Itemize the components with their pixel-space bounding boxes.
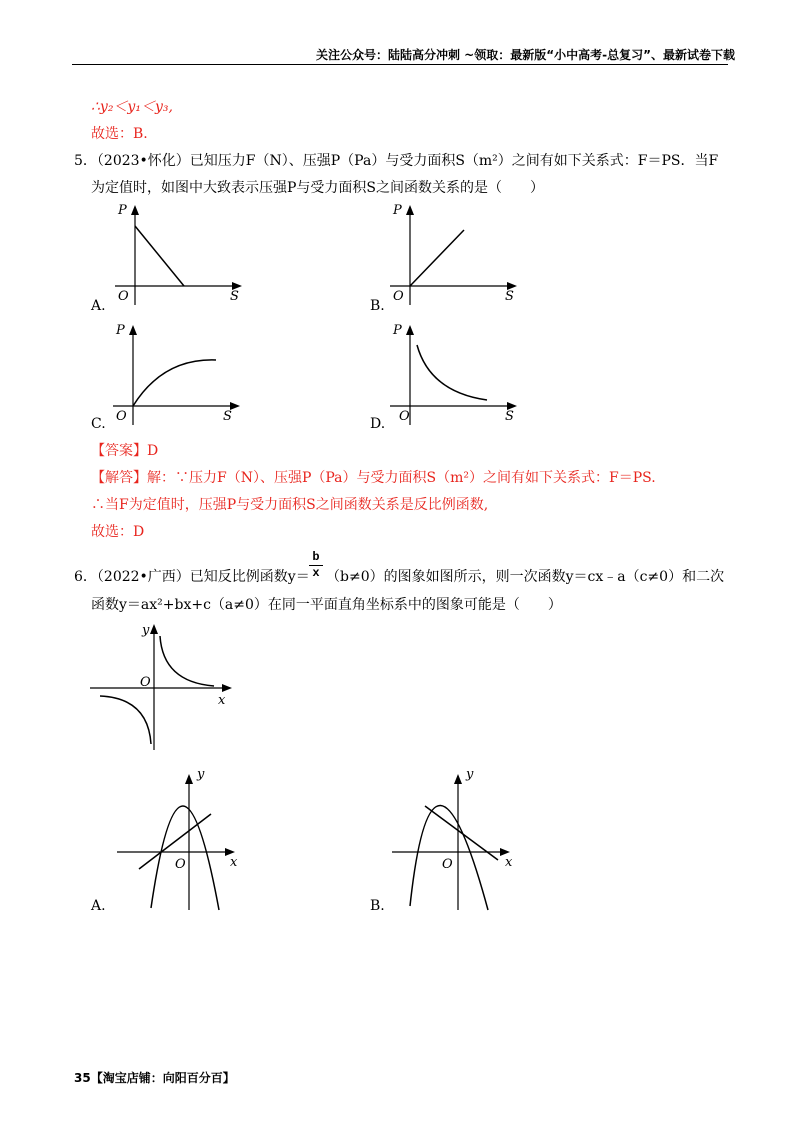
prev-conclusion: ∴y₂＜y₁＜y₃, xyxy=(91,99,173,115)
prev-choice: 故选：B. xyxy=(91,126,148,142)
q5a-axis-x: S xyxy=(230,289,239,304)
q5d-curve xyxy=(417,345,487,400)
q6b-axis-x: x xyxy=(505,855,513,870)
q6-ref-origin: O xyxy=(140,675,151,690)
page-number: 35 xyxy=(74,1071,91,1085)
q6-graph-b xyxy=(390,768,525,913)
q5-option-c-label: C. xyxy=(91,416,106,432)
q6b-axis-y: y xyxy=(466,767,474,782)
q6-option-b-label: B. xyxy=(370,898,385,914)
q5-solution-line1: 【解答】解：∵压力F（N）、压强P（Pa）与受力面积S（m²）之间有如下关系式：F＝PS. xyxy=(91,470,656,486)
q5-option-d-label: D. xyxy=(370,416,386,432)
q6-ref-axis-x: x xyxy=(218,693,226,708)
q5-answer: 【答案】D xyxy=(91,443,159,459)
q5d-origin: O xyxy=(399,409,410,424)
q5b-origin: O xyxy=(393,289,404,304)
q6a-axis-y: y xyxy=(197,767,205,782)
page-footer xyxy=(74,1069,235,1086)
q5-graph-d xyxy=(385,320,520,425)
header-rule xyxy=(72,64,728,65)
q6-hyperbola-branch-2 xyxy=(100,696,151,744)
q6-graph-a xyxy=(115,768,250,913)
q5d-axis-y: P xyxy=(393,323,402,338)
q6-option-a-label: A. xyxy=(91,898,106,914)
q6-stem-line1-pre: 6．（2022•广西）已知反比例函数y＝ xyxy=(74,569,310,585)
q6a-origin: O xyxy=(175,857,186,872)
q5-solution-line3: 故选：D xyxy=(91,524,145,540)
q5-stem-line2: 为定值时，如图中大致表示压强P与受力面积S之间函数关系的是（ ） xyxy=(91,180,545,196)
q5a-curve xyxy=(135,226,184,286)
page-header: 关注公众号：陆陆高分冲刺 ~领取：最新版“小中高考-总复习”、最新试卷下载 xyxy=(316,48,735,62)
q6-stem-line2: 函数y＝ax²+bx+c（a≠0）在同一平面直角坐标系中的图象可能是（ ） xyxy=(91,597,562,613)
q6-fraction xyxy=(309,550,323,580)
q6-reference-graph xyxy=(90,618,240,753)
shop-credit: 【淘宝店铺：向阳百分百】 xyxy=(90,1071,235,1085)
q6-stem-line1-post: （b≠0）的图象如图所示，则一次函数y＝cx﹣a（c≠0）和二次 xyxy=(326,569,725,585)
q5a-origin: O xyxy=(118,289,129,304)
q5-solution-line2: ∴当F为定值时，压强P与受力面积S之间函数关系是反比例函数, xyxy=(91,497,489,513)
q5-option-b-label: B. xyxy=(370,298,385,314)
q6-fraction-denominator: x xyxy=(309,565,323,580)
q5b-curve xyxy=(410,230,464,286)
q5c-curve xyxy=(133,360,216,406)
q5-graph-c xyxy=(108,320,243,425)
q5c-axis-x: S xyxy=(223,409,232,424)
q5b-axis-x: S xyxy=(505,289,514,304)
q6-fraction-numerator: b xyxy=(312,550,320,564)
q5-stem-line1: 5．（2023•怀化）已知压力F（N）、压强P（Pa）与受力面积S（m²）之间有如下关系式：F＝PS．当F xyxy=(74,153,719,169)
q5a-axis-y: P xyxy=(118,203,127,218)
q6b-origin: O xyxy=(442,857,453,872)
q5c-axis-y: P xyxy=(116,323,125,338)
q6a-axis-x: x xyxy=(230,855,238,870)
q5b-axis-y: P xyxy=(393,203,402,218)
q5c-origin: O xyxy=(116,409,127,424)
q6-hyperbola-branch-1 xyxy=(160,636,214,686)
q6-ref-axis-y: y xyxy=(142,623,150,638)
q5d-axis-x: S xyxy=(505,409,514,424)
q5-graph-b xyxy=(385,200,520,305)
q5-option-a-label: A. xyxy=(91,298,106,314)
q5-graph-a xyxy=(110,200,245,305)
